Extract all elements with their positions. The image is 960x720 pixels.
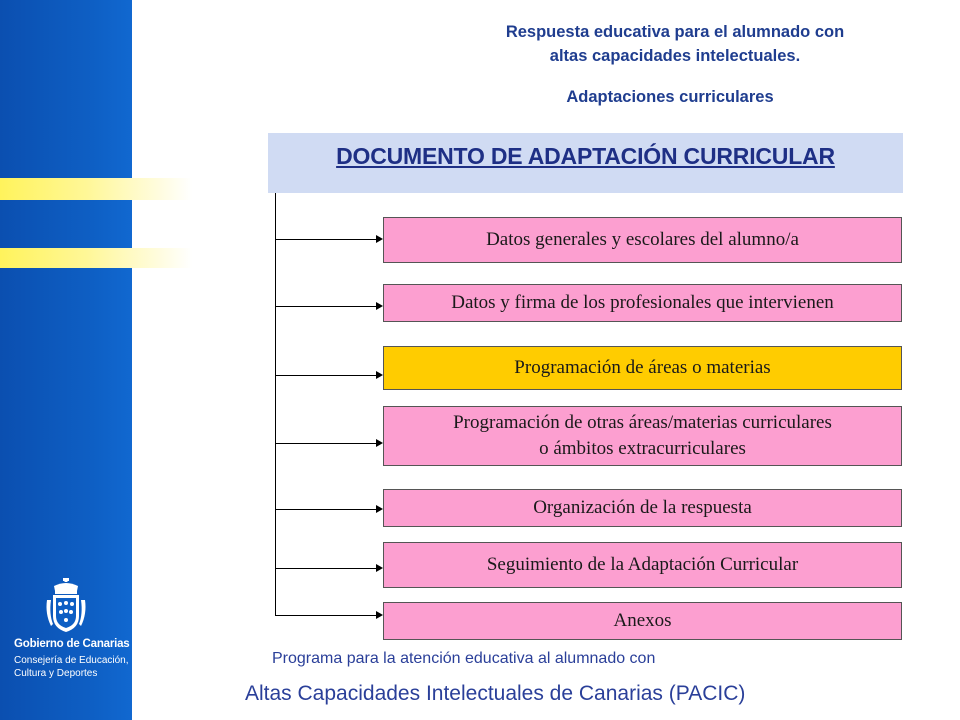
section-box-general-data [383, 217, 902, 263]
government-logo [0, 578, 132, 698]
section-label: Programación de áreas o materias [514, 357, 771, 378]
footer-line-1: Programa para la atención educativa al alumnado con [272, 650, 656, 667]
section-box-programming [383, 346, 902, 390]
section-box-professionals [383, 284, 902, 322]
logo-subtitle: Consejería de Educación, Cultura y Deportes [14, 655, 129, 679]
section-label: Seguimiento de la Adaptación Curricular [486, 554, 799, 575]
section-label: Programación de otras áreas/materias curriculares [453, 412, 832, 433]
arrow-icon [376, 611, 383, 619]
section-label: Anexos [613, 610, 672, 631]
yellow-stripe [0, 248, 192, 268]
connector-branch [275, 509, 377, 510]
connector-line [275, 193, 276, 616]
arrow-icon [376, 371, 383, 379]
connector-branch [275, 239, 377, 240]
connector-branch [275, 306, 377, 307]
section-box-annexes [383, 602, 902, 640]
logo-title: Gobierno de Canarias [14, 638, 130, 650]
connector-branch [275, 443, 377, 444]
connector-branch [275, 375, 377, 376]
section-box-other-areas [383, 406, 902, 466]
section-label: Datos y firma de los profesionales que intervienen [451, 292, 834, 313]
page-header [430, 20, 920, 68]
section-box-organization [383, 489, 902, 527]
arrow-icon [376, 564, 383, 572]
page-subtitle: Adaptaciones curriculares [566, 88, 774, 106]
yellow-stripe [0, 178, 192, 200]
section-label-line-2: o ámbitos extracurriculares [539, 438, 746, 459]
document-title-band [268, 133, 903, 193]
header-line-2: altas capacidades intelectuales. [549, 47, 801, 65]
arrow-icon [376, 505, 383, 513]
arrow-icon [376, 235, 383, 243]
arrow-icon [376, 302, 383, 310]
section-box-follow-up [383, 542, 902, 588]
coat-of-arms-icon [44, 578, 88, 634]
footer-line-2: Altas Capacidades Intelectuales de Canarias (PACIC) [245, 682, 746, 705]
section-label: Organización de la respuesta [533, 497, 752, 518]
section-label: Datos generales y escolares del alumno/a [486, 229, 799, 250]
connector-branch [275, 568, 377, 569]
header-line-1: Respuesta educativa para el alumnado con [505, 23, 845, 41]
document-title: DOCUMENTO DE ADAPTACIÓN CURRICULAR [336, 143, 835, 169]
connector-branch [275, 615, 377, 616]
arrow-icon [376, 439, 383, 447]
